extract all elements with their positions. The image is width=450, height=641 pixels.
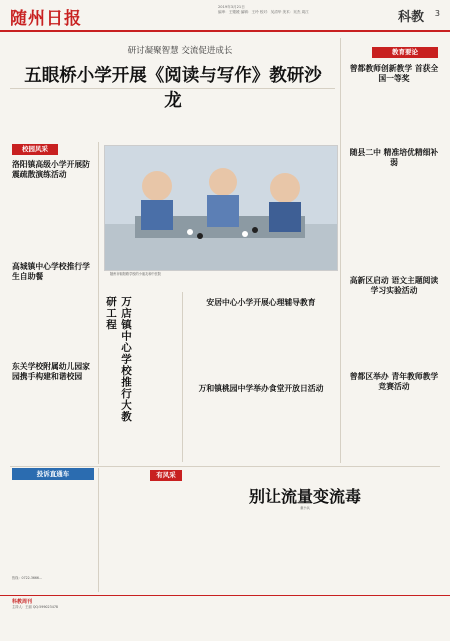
center-body-3	[262, 322, 334, 378]
section-title: 科教	[397, 10, 424, 25]
right-article-body-1	[346, 90, 442, 140]
bottom-byline: 童小兵	[300, 506, 310, 510]
divider	[10, 466, 440, 467]
vertical-headline: 万店镇中心学校推行大教研工程	[105, 296, 132, 423]
footer-col-1	[12, 600, 92, 610]
lead-photo-caption: 随州市朝阳路学校的小朋友和中医院	[110, 272, 161, 276]
center-body-2	[188, 322, 258, 378]
right-article-title-2: 随县二中 精准培优精细补弱	[349, 148, 439, 167]
left-article-title-2: 高城镇中心学校推行学生自助餐	[12, 262, 90, 281]
classroom-photo-illustration	[105, 146, 337, 270]
bottom-body-2	[188, 516, 268, 592]
footer-col-3	[186, 600, 266, 636]
tag-has: 有风采	[150, 470, 182, 481]
page-footer	[0, 595, 450, 641]
editor-credits: 编审：王嫒媛 编辑：王玲 校对：吴清华 美术：吴杰 周江	[218, 10, 309, 14]
left-article-body-1	[12, 185, 94, 255]
issue-date: 2019年3月21日	[218, 5, 245, 9]
right-article-title-4: 曾都区举办 青年教师教学竞赛活动	[349, 372, 439, 391]
column-divider	[98, 468, 99, 592]
footer-col-1-line: 主持人：王丽 QQ:599023478	[12, 604, 59, 609]
column-divider	[98, 142, 99, 464]
page-number: 3	[434, 9, 440, 18]
complaint-body	[12, 484, 94, 574]
lead-body-col1	[12, 92, 87, 137]
tag-edu: 教育要论	[372, 47, 438, 58]
center-body-5	[262, 408, 334, 462]
footer-col-1-title: 科教周刊	[12, 599, 33, 605]
masthead	[0, 0, 450, 32]
column-divider	[182, 292, 183, 462]
complaint-phone: 热线：0722-3666...	[12, 576, 42, 580]
divider	[10, 88, 335, 89]
lead-body-col4	[252, 92, 332, 137]
right-article-title-1: 曾都教师创新教学 首获全国一等奖	[349, 64, 439, 83]
bottom-headline: 别让流量变流毒	[248, 487, 361, 506]
footer-col-2	[100, 600, 180, 636]
left-article-title-1: 洛阳镇高级小学开展防震疏散演练活动	[12, 160, 90, 179]
center-article-title-wanhe: 万和镇桃园中学举办食堂开放日活动	[198, 384, 324, 393]
center-body-4	[188, 408, 258, 462]
right-article-body-2	[346, 172, 442, 270]
bottom-body-4	[356, 516, 440, 592]
issue-meta	[218, 5, 309, 15]
lead-headline: 五眼桥小学开展《阅读与写作》教研沙龙	[24, 66, 322, 111]
center-article-title-anshi: 安居中心小学开展心理辅导教育	[206, 298, 316, 307]
tag-complaint: 投诉直通车	[12, 468, 94, 480]
tag-campus: 校园风采	[12, 144, 58, 155]
footer-col-5	[358, 600, 440, 636]
lead-photo	[104, 145, 338, 271]
left-article-body-3	[12, 386, 94, 456]
left-article-body-2	[12, 286, 94, 356]
right-article-title-3: 高新区启动 语文主题阅读学习实验活动	[349, 276, 439, 295]
lead-body-col3	[172, 92, 247, 137]
bottom-body-1	[104, 516, 184, 592]
lead-body-col2	[92, 92, 167, 137]
right-article-body-4	[346, 396, 442, 462]
footer-col-4	[272, 600, 352, 636]
right-article-body-3	[346, 300, 442, 366]
lead-kicker: 研讨凝聚智慧 交流促进成长	[127, 46, 233, 56]
left-article-title-3: 东关学校附属幼儿园家园携手构建和谐校园	[12, 362, 90, 381]
center-body-1	[126, 298, 178, 462]
column-divider	[340, 38, 341, 463]
bottom-body-3	[272, 516, 352, 592]
newspaper-logo: 随州日报	[10, 9, 82, 29]
